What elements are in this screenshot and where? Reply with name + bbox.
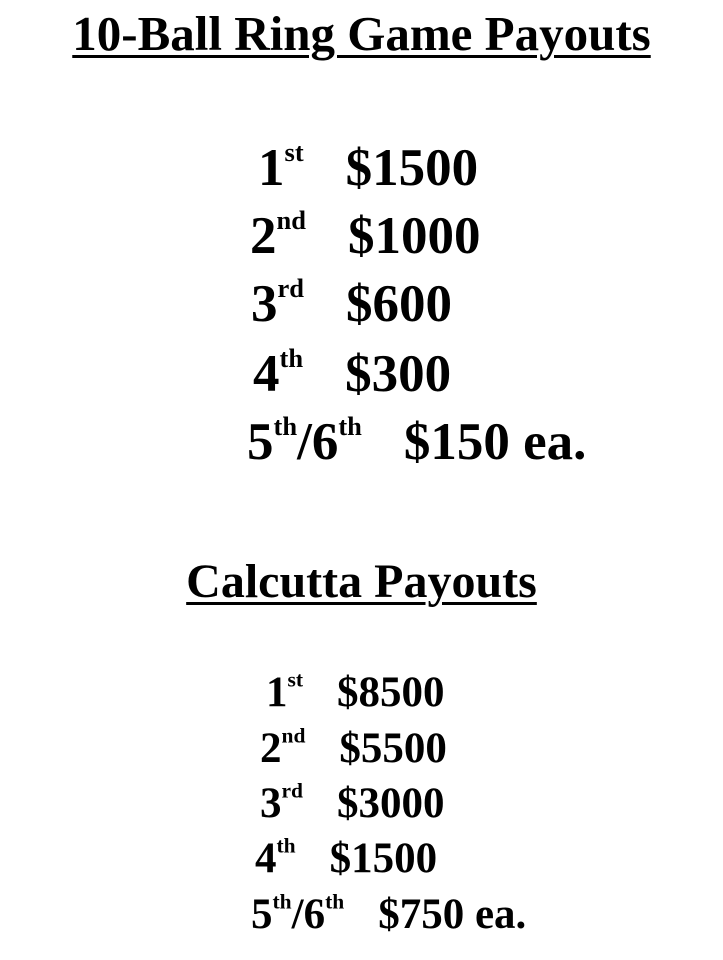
place-label: 5th/6th	[247, 411, 362, 471]
place-label: 3rd	[260, 778, 303, 827]
place-label: 5th/6th	[251, 889, 345, 938]
payout-amount: $300	[345, 345, 452, 403]
payout-amount: $150 ea.	[403, 413, 587, 471]
place-label: 2nd	[260, 723, 306, 772]
place-label: 3rd	[251, 273, 304, 333]
payout-amount: $5500	[339, 725, 447, 772]
ring-payout-row	[258, 138, 478, 198]
ring-payout-row	[250, 206, 480, 266]
place-label: 2nd	[250, 205, 306, 265]
calcutta-title: Calcutta Payouts	[186, 555, 537, 608]
place-label: 1st	[258, 137, 304, 197]
payout-amount: $600	[346, 275, 452, 333]
ring-payout-row	[253, 344, 451, 404]
payout-amount: $1500	[329, 835, 438, 882]
place-label: 4th	[253, 343, 304, 403]
calcutta-payout-row	[266, 668, 445, 718]
ring-game-title: 10-Ball Ring Game Payouts	[72, 6, 651, 61]
place-label: 4th	[255, 833, 296, 882]
calcutta-payout-row	[260, 779, 445, 829]
payout-amount: $1500	[345, 139, 479, 197]
ring-payout-row	[251, 274, 452, 334]
payout-amount: $3000	[337, 780, 445, 827]
calcutta-payout-row	[251, 890, 526, 940]
ring-payout-row	[247, 412, 586, 472]
calcutta-payout-row	[255, 834, 437, 884]
payout-amount: $750 ea.	[378, 891, 527, 938]
payout-amount: $1000	[347, 207, 481, 265]
calcutta-payout-row	[260, 724, 447, 774]
payout-amount: $8500	[337, 669, 445, 716]
place-label: 1st	[266, 667, 304, 716]
